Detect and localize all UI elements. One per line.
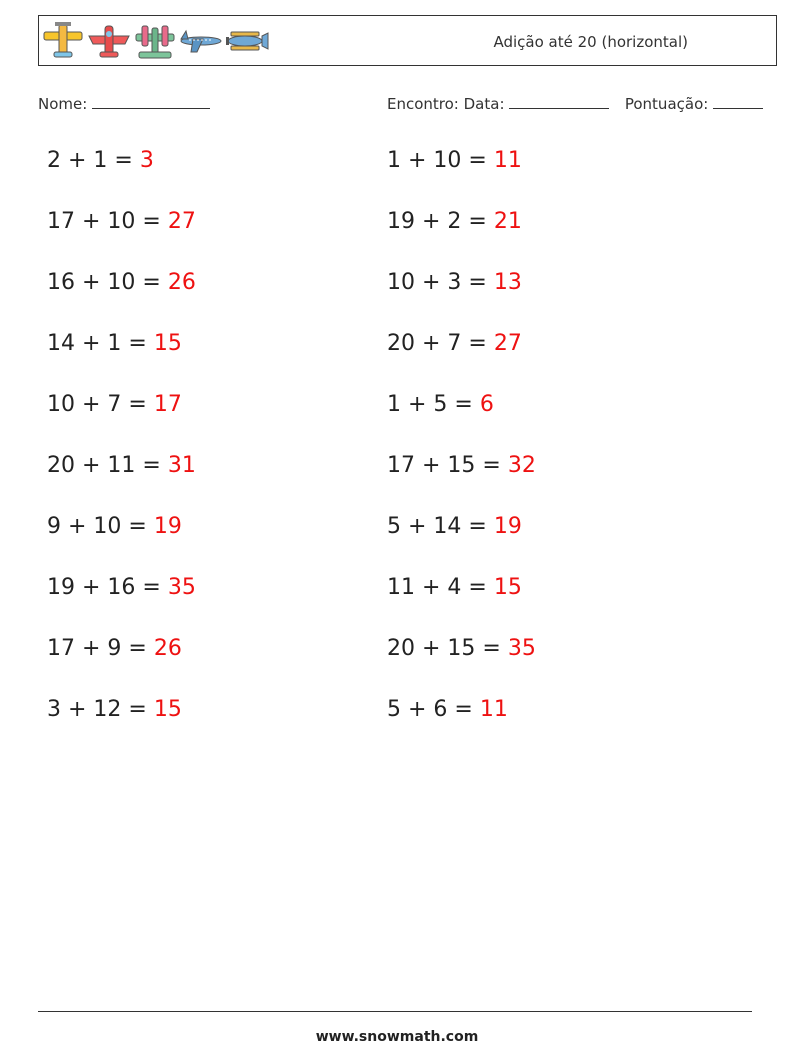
problem-question: 19 + 16 = <box>47 575 168 600</box>
problem-question: 11 + 4 = <box>387 575 494 600</box>
problem-answer: 35 <box>507 636 536 661</box>
problem-right-10 <box>387 697 508 722</box>
problem-left-7 <box>47 514 182 539</box>
problem-left-10 <box>47 697 182 722</box>
problem-answer: 26 <box>153 636 182 661</box>
problem-question: 19 + 2 = <box>387 209 494 234</box>
problem-answer: 27 <box>493 331 522 356</box>
score-label: Pontuação: <box>624 95 709 113</box>
problem-question: 1 + 5 = <box>387 392 480 417</box>
problem-answer: 35 <box>167 575 196 600</box>
problem-right-2 <box>387 209 522 234</box>
problem-answer: 27 <box>167 209 196 234</box>
footer-url: www.snowmath.com <box>315 1029 479 1045</box>
problem-answer: 19 <box>153 514 182 539</box>
problem-question: 17 + 10 = <box>47 209 168 234</box>
problem-left-1 <box>47 148 154 173</box>
problem-question: 20 + 7 = <box>387 331 494 356</box>
problem-question: 2 + 1 = <box>47 148 140 173</box>
problem-answer: 17 <box>153 392 182 417</box>
problem-question: 5 + 6 = <box>387 697 480 722</box>
problem-answer: 11 <box>479 697 508 722</box>
problem-left-2 <box>47 209 196 234</box>
meeting-date-label: Encontro: Data: <box>387 95 505 113</box>
problem-left-9 <box>47 636 182 661</box>
problem-question: 20 + 15 = <box>387 636 508 661</box>
problem-question: 16 + 10 = <box>47 270 168 295</box>
problem-question: 20 + 11 = <box>47 453 168 478</box>
problem-question: 1 + 10 = <box>387 148 494 173</box>
problem-right-7 <box>387 514 522 539</box>
problem-left-5 <box>47 392 182 417</box>
problem-answer: 32 <box>507 453 536 478</box>
problem-answer: 11 <box>493 148 522 173</box>
problem-right-9 <box>387 636 536 661</box>
problem-answer: 15 <box>153 697 182 722</box>
problem-question: 14 + 1 = <box>47 331 154 356</box>
problem-left-8 <box>47 575 196 600</box>
footer-divider <box>38 1011 752 1012</box>
problem-answer: 15 <box>493 575 522 600</box>
problem-left-4 <box>47 331 182 356</box>
problem-question: 17 + 15 = <box>387 453 508 478</box>
problem-question: 9 + 10 = <box>47 514 154 539</box>
problem-answer: 13 <box>493 270 522 295</box>
problem-right-6 <box>387 453 536 478</box>
problem-answer: 15 <box>153 331 182 356</box>
problem-right-5 <box>387 392 494 417</box>
problem-left-6 <box>47 453 196 478</box>
worksheet-title: Adição até 20 (horizontal) <box>493 33 688 51</box>
problem-question: 17 + 9 = <box>47 636 154 661</box>
problem-right-1 <box>387 148 522 173</box>
problem-answer: 21 <box>493 209 522 234</box>
name-label: Nome: <box>38 95 88 113</box>
problem-question: 10 + 7 = <box>47 392 154 417</box>
problem-right-3 <box>387 270 522 295</box>
problem-right-4 <box>387 331 522 356</box>
problem-question: 3 + 12 = <box>47 697 154 722</box>
problem-answer: 31 <box>167 453 196 478</box>
problem-answer: 3 <box>139 148 154 173</box>
problem-question: 10 + 3 = <box>387 270 494 295</box>
problem-right-8 <box>387 575 522 600</box>
problem-answer: 19 <box>493 514 522 539</box>
problem-answer: 6 <box>479 392 494 417</box>
problem-left-3 <box>47 270 196 295</box>
problem-question: 5 + 14 = <box>387 514 494 539</box>
problem-answer: 26 <box>167 270 196 295</box>
